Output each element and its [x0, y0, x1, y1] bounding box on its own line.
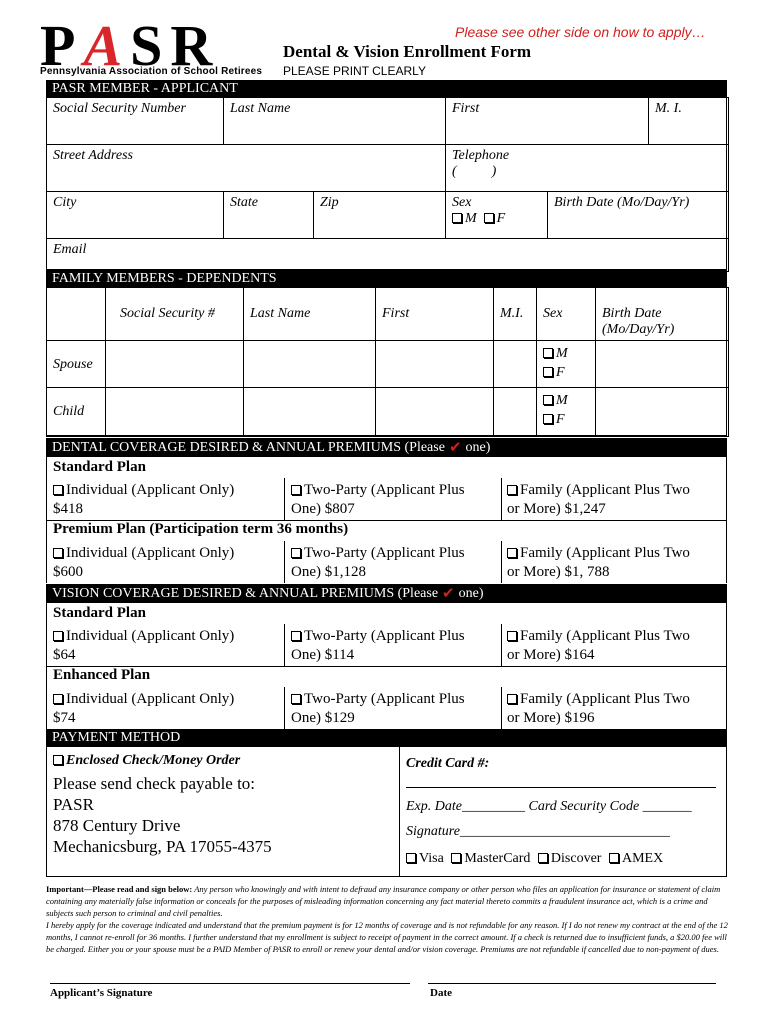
spouse-last-name-field[interactable]: [243, 340, 376, 388]
coverage-agreement: I hereby apply for the coverage indicated and understand that the premium payment is for 12 months of coverage and is not refundable for any reason. If I do not renew my contract at the end of the 12 months, I cannot re-enroll for 36 months. I further understand that my enrollment is subject to receipt of payment in the correct amount. If a check is returned due to insufficient funds, a $20.00 fee will be charged. Either you or your spouse must be a PAID Member of PASR to enroll or renew your dental and/or vision coverage. Premiums are not refundable if cancelled due to non-payment of dues.: [46, 920, 728, 954]
sex-f-label: F: [496, 211, 506, 226]
dental-standard-individual-checkbox[interactable]: [53, 485, 63, 495]
discover-checkbox[interactable]: [538, 853, 548, 863]
family-row-label-head: [46, 287, 106, 341]
dental-premium-two-party-checkbox[interactable]: [291, 548, 301, 558]
divider: [501, 541, 502, 583]
option-price: $74: [53, 710, 76, 726]
state-field[interactable]: [223, 191, 314, 239]
payment-box: [46, 747, 727, 877]
print-clearly-note: PLEASE PRINT CLEARLY: [283, 64, 426, 78]
birth-date-field[interactable]: [547, 191, 729, 239]
state-label: State: [230, 195, 258, 210]
dental-standard-two-party-option[interactable]: [291, 481, 501, 519]
dental-standard-title: Standard Plan: [53, 459, 146, 475]
family-sex-head: [536, 287, 596, 341]
checkmark-icon: ✔: [448, 440, 462, 456]
child-f-label: F: [556, 412, 565, 427]
ssn-label: Social Security Number: [53, 101, 186, 116]
dental-heading-text: DENTAL COVERAGE DESIRED & ANNUAL PREMIUMS (Please: [52, 439, 445, 455]
payable-line: PASR: [53, 795, 94, 814]
email-field[interactable]: [46, 238, 729, 272]
spouse-label: Spouse: [53, 357, 93, 372]
check-money-order-option[interactable]: [53, 753, 240, 769]
telephone-field[interactable]: [445, 144, 729, 192]
dental-premium-individual-checkbox[interactable]: [53, 548, 63, 558]
credit-card-number-line[interactable]: [406, 787, 716, 788]
logo-subtitle: Pennsylvania Association of School Retirees: [40, 66, 263, 77]
divider: [284, 624, 285, 666]
family-last-name-head: [243, 287, 376, 341]
card-signature-line[interactable]: Signature______________________________: [406, 824, 670, 839]
family-section-header: FAMILY MEMBERS - DEPENDENTS: [46, 270, 727, 287]
dental-standard-family-option[interactable]: [507, 481, 727, 519]
option-label: Family (Applicant Plus Two: [520, 482, 690, 498]
dental-standard-two-party-checkbox[interactable]: [291, 485, 301, 495]
option-label: Two-Party (Applicant Plus: [304, 482, 465, 498]
first-name-field[interactable]: [445, 97, 649, 145]
sex-label: Sex: [452, 195, 472, 210]
family-grid: [46, 287, 727, 436]
child-row-label: [46, 387, 106, 437]
option-price: $418: [53, 501, 83, 517]
family-ssn-head: [105, 287, 244, 341]
child-last-name-field[interactable]: [243, 387, 376, 437]
apply-hint: Please see other side on how to apply…: [455, 24, 706, 40]
vision-enhanced-individual-checkbox[interactable]: [53, 694, 63, 704]
spouse-birth-field[interactable]: [595, 340, 729, 388]
exp-date-cvv-line[interactable]: Exp. Date_________ Card Security Code _______: [406, 799, 692, 814]
checkmark-icon: ✔: [442, 586, 455, 602]
option-price: or More) $164: [507, 647, 595, 663]
street-address-label: Street Address: [53, 148, 133, 163]
payable-line: 878 Century Drive: [53, 816, 181, 835]
dental-plans: [46, 457, 727, 583]
option-price: One) $114: [291, 647, 355, 663]
dental-section-header: [46, 438, 727, 457]
dental-heading-suffix: one): [465, 439, 491, 455]
dental-premium-title: Premium Plan (Participation term 36 months): [53, 521, 349, 537]
vision-enhanced-family-option[interactable]: [507, 690, 727, 728]
child-mi-field[interactable]: [493, 387, 537, 437]
option-label: Family (Applicant Plus Two: [520, 628, 690, 644]
family-first-label: First: [382, 306, 410, 321]
family-ssn-label: Social Security #: [120, 306, 215, 321]
option-price: $64: [53, 647, 76, 663]
divider: [399, 747, 400, 876]
street-address-field[interactable]: [46, 144, 446, 192]
vision-enhanced-two-party-checkbox[interactable]: [291, 694, 301, 704]
discover-label: Discover: [550, 851, 602, 866]
vision-enhanced-title: Enhanced Plan: [53, 667, 151, 683]
important-label: Important—Please read and sign below:: [46, 884, 193, 894]
payable-line: Please send check payable to:: [53, 774, 256, 793]
option-price: $600: [53, 564, 83, 580]
last-name-field[interactable]: [223, 97, 446, 145]
child-label: Child: [53, 404, 85, 419]
child-m-label: M: [556, 393, 568, 408]
vision-standard-two-party-option[interactable]: [291, 627, 501, 665]
applicant-signature-label: Applicant’s Signature: [50, 987, 153, 999]
option-price: or More) $1, 788: [507, 564, 610, 580]
family-birth-head: [595, 287, 729, 341]
city-field[interactable]: [46, 191, 224, 239]
option-label: Two-Party (Applicant Plus: [304, 545, 465, 561]
mastercard-checkbox[interactable]: [451, 853, 461, 863]
family-sex-label: Sex: [543, 306, 563, 321]
option-label: Family (Applicant Plus Two: [520, 545, 690, 561]
child-m-checkbox[interactable]: [543, 395, 553, 405]
mastercard-label: MasterCard: [464, 851, 531, 866]
sex-f-checkbox[interactable]: [484, 213, 494, 223]
spouse-m-checkbox[interactable]: [543, 348, 553, 358]
family-mi-head: [493, 287, 537, 341]
vision-standard-title: Standard Plan: [53, 605, 146, 621]
zip-label: Zip: [320, 195, 339, 210]
visa-label: Visa: [419, 851, 444, 866]
divider: [501, 624, 502, 666]
vision-standard-two-party-checkbox[interactable]: [291, 631, 301, 641]
child-birth-field[interactable]: [595, 387, 729, 437]
applicant-signature-line[interactable]: [50, 983, 410, 984]
option-label: Family (Applicant Plus Two: [520, 691, 690, 707]
important-text: Any person who knowingly and with intent to defraud any insurance company or other person who files an application for insurance or statement of claim containing any materially false information or conceals for the purposes of misleading information concerning any fact material thereto commits a fraudulent insurance act, which is a crime and subjects such person to criminal and civil penalties.: [46, 884, 721, 918]
payable-line: Mechanicsburg, PA 17055-4375: [53, 837, 272, 856]
spouse-mi-field[interactable]: [493, 340, 537, 388]
amex-label: AMEX: [621, 851, 664, 866]
family-birth-label-1: Birth Date: [602, 306, 662, 321]
dental-premium-individual-option[interactable]: [53, 544, 283, 582]
date-label: Date: [430, 987, 452, 999]
dental-standard-family-checkbox[interactable]: [507, 485, 517, 495]
area-code-parens: ( ): [452, 164, 497, 179]
vision-plans: [46, 603, 727, 729]
option-label: Individual (Applicant Only): [66, 482, 235, 498]
payable-address: [53, 773, 272, 857]
spouse-ssn-field[interactable]: [105, 340, 244, 388]
vision-heading-text: VISION COVERAGE DESIRED & ANNUAL PREMIUMS (Please: [52, 585, 439, 601]
logo-letter-a: A: [83, 13, 131, 78]
zip-field[interactable]: [313, 191, 446, 239]
credit-card-label: Credit Card #:: [406, 756, 490, 771]
ssn-field[interactable]: [46, 97, 224, 145]
child-ssn-field[interactable]: [105, 387, 244, 437]
option-price: One) $1,128: [291, 564, 366, 580]
divider: [284, 687, 285, 729]
card-type-options: [406, 851, 663, 867]
date-line[interactable]: [428, 983, 716, 984]
mi-label: M. I.: [655, 101, 682, 116]
check-money-order-checkbox[interactable]: [53, 755, 63, 765]
vision-section-header: [46, 584, 727, 603]
option-price: or More) $1,247: [507, 501, 606, 517]
divider: [501, 687, 502, 729]
last-name-label: Last Name: [230, 101, 291, 116]
dental-premium-two-party-option[interactable]: [291, 544, 501, 582]
vision-standard-family-checkbox[interactable]: [507, 631, 517, 641]
dental-premium-family-option[interactable]: [507, 544, 727, 582]
option-label: Individual (Applicant Only): [66, 628, 235, 644]
vision-enhanced-individual-option[interactable]: [53, 690, 283, 728]
divider: [284, 478, 285, 520]
option-price: or More) $196: [507, 710, 595, 726]
child-f-checkbox[interactable]: [543, 414, 553, 424]
divider: [284, 541, 285, 583]
sex-m-label: M: [465, 211, 477, 226]
family-birth-label-2: (Mo/Day/Yr): [602, 322, 675, 337]
vision-standard-individual-checkbox[interactable]: [53, 631, 63, 641]
child-first-field[interactable]: [375, 387, 494, 437]
vision-enhanced-family-checkbox[interactable]: [507, 694, 517, 704]
payment-section-header: PAYMENT METHOD: [46, 729, 727, 747]
mi-field[interactable]: [648, 97, 729, 145]
check-money-order-label: Enclosed Check/Money Order: [66, 753, 241, 768]
spouse-m-label: M: [556, 346, 568, 361]
birth-date-label: Birth Date (Mo/Day/Yr): [554, 195, 690, 210]
dental-standard-individual-option[interactable]: [53, 481, 283, 519]
family-first-head: [375, 287, 494, 341]
dental-premium-family-checkbox[interactable]: [507, 548, 517, 558]
spouse-f-label: F: [556, 365, 565, 380]
spouse-first-field[interactable]: [375, 340, 494, 388]
option-label: Two-Party (Applicant Plus: [304, 691, 465, 707]
form-title: Dental & Vision Enrollment Form: [283, 42, 532, 61]
option-price: One) $807: [291, 501, 355, 517]
email-label: Email: [53, 242, 87, 257]
option-price: One) $129: [291, 710, 355, 726]
family-mi-label: M.I.: [500, 306, 524, 321]
visa-checkbox[interactable]: [406, 853, 416, 863]
family-last-name-label: Last Name: [250, 306, 311, 321]
option-label: Individual (Applicant Only): [66, 691, 235, 707]
vision-enhanced-two-party-option[interactable]: [291, 690, 501, 728]
option-label: Individual (Applicant Only): [66, 545, 235, 561]
logo-letter-r: R: [170, 13, 221, 78]
sex-m-checkbox[interactable]: [452, 213, 462, 223]
sex-field: [445, 191, 548, 239]
applicant-grid: [46, 97, 727, 270]
divider: [501, 478, 502, 520]
fraud-warning: [46, 883, 728, 919]
amex-checkbox[interactable]: [609, 853, 619, 863]
vision-heading-suffix: one): [458, 585, 484, 601]
vision-standard-individual-option[interactable]: [53, 627, 283, 665]
spouse-f-checkbox[interactable]: [543, 367, 553, 377]
spouse-row-label: [46, 340, 106, 388]
telephone-label: Telephone: [452, 148, 510, 163]
option-label: Two-Party (Applicant Plus: [304, 628, 465, 644]
first-name-label: First: [452, 101, 480, 116]
spouse-sex-field: [536, 340, 596, 388]
logo-letter-p: P: [40, 13, 84, 78]
applicant-section-header: PASR MEMBER - APPLICANT: [46, 80, 727, 97]
logo-letter-s: S: [130, 13, 171, 78]
child-sex-field: [536, 387, 596, 437]
city-label: City: [53, 195, 77, 210]
vision-standard-family-option[interactable]: [507, 627, 727, 665]
